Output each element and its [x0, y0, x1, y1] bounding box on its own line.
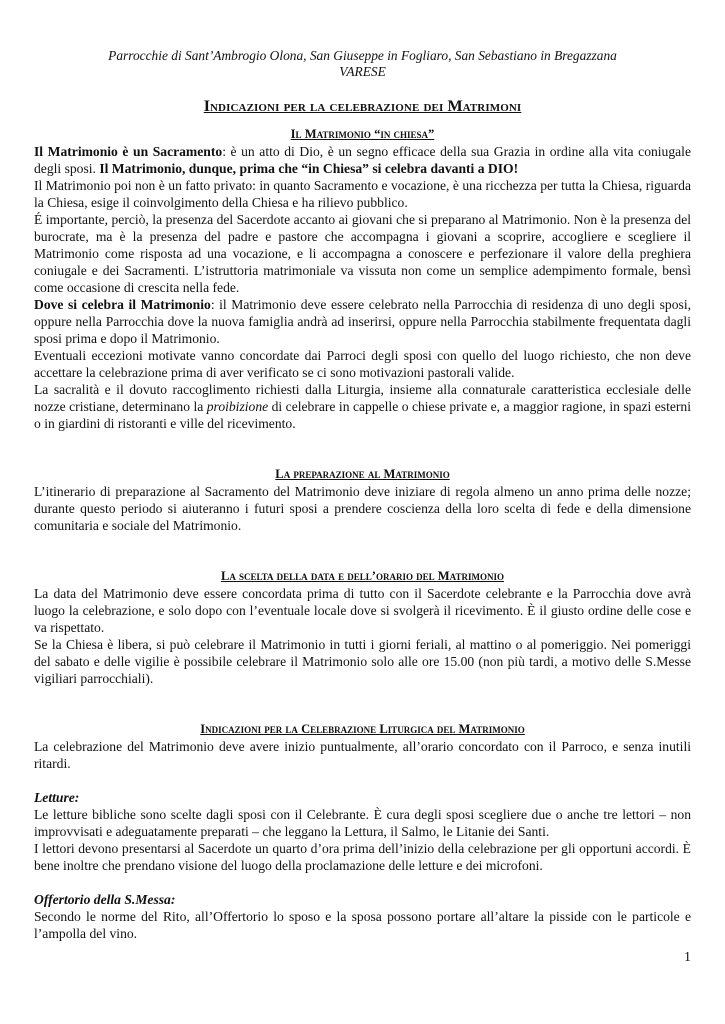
- subheading-offertorio: Offertorio della S.Messa:: [34, 892, 176, 907]
- text: : il Matrimonio deve essere celebrato nella Parrocchia di residenza di uno degli sposi, oppure nella Parrocchia dove la nuova famiglia andrà ad inserirsi, oppure nella Parrocchia stabilmente frequentata dagli sposi prima e dopo il Matrimonio.: [34, 297, 691, 346]
- paragraph: Eventuali eccezioni motivate vanno concordate dai Parroci degli sposi con quello del luogo richiesto, che non deve accettare la celebrazione prima di aver verificato se ci sono motivazioni pastorali valide.: [34, 348, 691, 380]
- bold-text: Il Matrimonio, dunque, prima che “in Chiesa” si celebra davanti a DIO!: [99, 161, 519, 176]
- bold-text: Dove si celebra il Matrimonio: [34, 297, 211, 312]
- section-title-celebrazione-liturgica: Indicazioni per la Celebrazione Liturgica del Matrimonio: [200, 722, 525, 736]
- paragraph: I lettori devono presentarsi al Sacerdote un quarto d’ora prima dell’inizio della celebrazione per gli opportuni accordi. È bene inoltre che prendano visione del luogo della proclamazione delle letture e dei microfoni.: [34, 841, 691, 873]
- section-title-preparazione: La preparazione al Matrimonio: [275, 467, 450, 481]
- header-city: VARESE: [339, 64, 386, 79]
- paragraph: Il Matrimonio poi non è un fatto privato: in quanto Sacramento e vocazione, è una ricchezza per tutta la Chiesa, riguarda la Chiesa, esige il coinvolgimento della Chiesa e ha rilievo pubblico.: [34, 178, 691, 210]
- page-number: 1: [684, 950, 691, 965]
- paragraph: Le letture bibliche sono scelte dagli sposi con il Celebrante. È cura degli sposi scegliere due o anche tre lettori – non improvvisati e adeguatamente preparati – che leggano la Lettura, il Salmo, le Litanie dei Santi.: [34, 807, 691, 839]
- paragraph: [34, 381, 691, 432]
- paragraph: Secondo le norme del Rito, all’Offertorio lo sposo e la sposa possono portare all’altare la pisside con le particole e l’ampolla del vino.: [34, 909, 691, 941]
- paragraph: L’itinerario di preparazione al Sacramento del Matrimonio deve iniziare di regola almeno un anno prima delle nozze; durante questo periodo si aiuteranno i futuri sposi a prendere coscienza della loro scelta di fede e della dimensione comunitaria e sociale del Matrimonio.: [34, 484, 691, 533]
- paragraph: [34, 296, 691, 347]
- text: La sacralità e il dovuto raccoglimento richiesti dalla Liturgia, insieme alla connaturale caratteristica ecclesiale delle nozze cristiane, determinano la: [34, 382, 691, 414]
- paragraph: Se la Chiesa è libera, si può celebrare il Matrimonio in tutti i giorni feriali, al mattino o al pomeriggio. Nei pomeriggi del sabato e delle vigilie è possibile celebrare il Matrimonio solo alle ore 15.00 (non più tardi, a motivo delle S.Messe vigiliari parrocchiali).: [34, 637, 691, 686]
- text: : è un atto di Dio, è un segno efficace della sua Grazia in ordine alla vita coniugale degli sposi.: [34, 144, 691, 176]
- italic-text: proibizione: [206, 399, 269, 414]
- header-parishes: Parrocchie di Sant’Ambrogio Olona, San Giuseppe in Fogliaro, San Sebastiano in Bregazzana: [108, 48, 617, 63]
- paragraph: La data del Matrimonio deve essere concordata prima di tutto con il Sacerdote celebrante e la Parrocchia dove avrà luogo la celebrazione, e solo dopo con l’eventuale locale dove si svolgerà il ricevimento. È il giusto ordine delle cose e va rispettato.: [34, 586, 691, 635]
- paragraph: É importante, perciò, la presenza del Sacerdote accanto ai giovani che si preparano al Matrimonio. Non è la presenza del burocrate, ma è la presenza del padre e pastore che accompagna i giovani a scoprire, accogliere e scegliere il Matrimonio come risposta ad una vocazione, e li accompagna a conoscere e perfezionare il valore della preghiera coniugale e dei Sacramenti. L’istruttoria matrimoniale va vissuta non come un semplice adempimento formale, bensì come occasione di crescita nella fede.: [34, 212, 691, 295]
- document-page: [34, 48, 691, 942]
- bold-text: Il Matrimonio è un Sacramento: [34, 144, 223, 159]
- text: di celebrare in cappelle o chiese private e, a maggior ragione, in spazi esterni o in giardini di ristoranti e ville del ricevimento.: [34, 399, 691, 431]
- paragraph: La celebrazione del Matrimonio deve avere inizio puntualmente, all’orario concordato con il Parroco, e senza inutili ritardi.: [34, 739, 691, 771]
- section-title-in-chiesa: Il Matrimonio “in chiesa”: [290, 127, 435, 141]
- section-title-data-orario: La scelta della data e dell’orario del Matrimonio: [220, 569, 505, 583]
- document-title: Indicazioni per la celebrazione dei Matrimoni: [203, 98, 522, 115]
- paragraph: [34, 143, 691, 177]
- page-header: [34, 48, 691, 80]
- subheading-letture: Letture:: [34, 790, 80, 805]
